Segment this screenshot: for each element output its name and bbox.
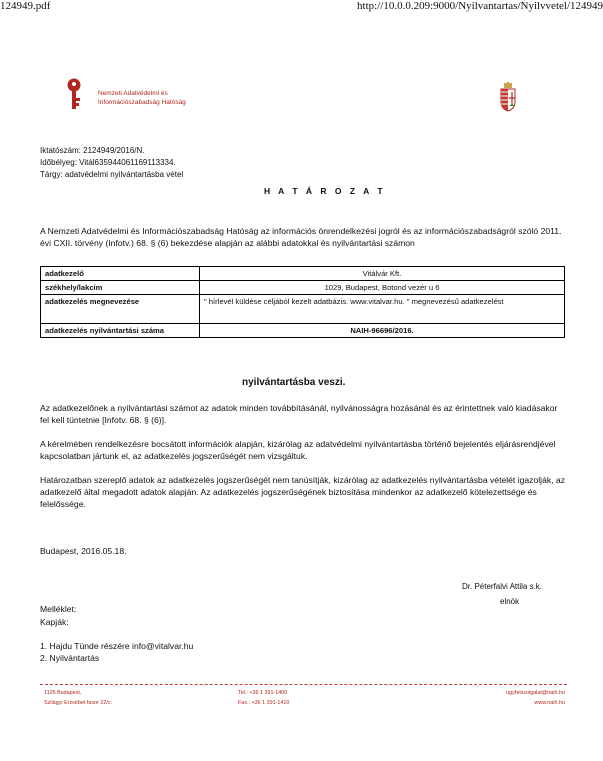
- idobelyeg: Időbélyeg: Vitál635944061169113334.: [40, 158, 176, 167]
- intro-paragraph: A Nemzeti Adatvédelmi és Információszabadság Hatóság az információs önrendelkezési jogról és az információszabadságról szóló 2011. évi CXII. törvény (Infotv.) 68. § (6) bekezdése alapján az alábbi adatokkal és nyilvántartási számon: [40, 226, 562, 248]
- table-row: [41, 324, 565, 338]
- signatory-name: Dr. Péterfalvi Attila s.k.: [462, 582, 543, 591]
- footer-divider: [40, 684, 567, 685]
- targy: Tárgy: adatvédelmi nyilvántartásba vétel: [40, 170, 184, 179]
- iktatoszam: Iktatószám: 2124949/2016/N.: [40, 146, 145, 155]
- page-url: http://10.0.0.209:9000/Nyilvantartas/Nyilvvetel/124949: [357, 0, 603, 12]
- recipient-item: 2. Nyilvántartás: [40, 653, 100, 663]
- coat-of-arms-icon: [500, 82, 516, 112]
- paragraph-3: Határozatban szereplő adatok az adatkezelés jogszerűségét nem tanúsítják, kizárólag az adatkezelés nyilvántartásba vételét igazolják, az adatkezelő által megadott adatok alapján. Az adatkezelés jogszerűségének biztosítása mindenkor az adatkezelő kötelezettsége és felelőssége.: [40, 475, 565, 509]
- row-value: " hírlevél küldése céljából kezelt adatbázis. www.vitalvar.hu. " megnevezésű adatkezelést: [200, 295, 565, 324]
- footer-web: www.naih.hu: [534, 700, 565, 706]
- registration-table: [40, 266, 565, 338]
- org-name-line1: Nemzeti Adatvédelmi és: [98, 90, 168, 97]
- row-label: adatkezelő: [41, 267, 200, 281]
- key-icon: [66, 78, 82, 110]
- place-date: Budapest, 2016.05.18.: [40, 546, 127, 556]
- table-row: [41, 267, 565, 281]
- row-label: székhely/lakcím: [41, 281, 200, 295]
- signatory-role: elnök: [500, 597, 520, 606]
- document-title: H A T Á R O Z A T: [264, 186, 386, 196]
- footer-fax: Fax.: +36 1 391-1410: [238, 700, 290, 706]
- decision-text: nyilvántartásba veszi.: [242, 377, 346, 388]
- paragraph-1: Az adatkezelőnek a nyilvántartási számot az adatok minden továbbításánál, nyilvánosságra hozásánál és az érintettnek való kiadásakor fel kell tüntetnie [Infotv. 68. § (6)].: [40, 403, 558, 425]
- melleklet-label: Melléklet:: [40, 604, 77, 614]
- recipient-item: 1. Hajdu Tünde részére info@vitalvar.hu: [40, 641, 194, 651]
- footer-address-line2: Szilágyi Erzsébet fasor 22/c.: [44, 700, 113, 706]
- pdf-file-name: 124949.pdf: [0, 0, 51, 12]
- footer-tel: Tel.: +36 1 391-1400: [238, 690, 288, 696]
- footer-address-line1: 1125 Budapest,: [44, 690, 82, 696]
- row-value: Vitálvár Kft.: [200, 267, 565, 281]
- org-name-line2: Információszabadság Hatóság: [98, 99, 186, 106]
- row-value: 1029, Budapest, Botond vezér u 6: [200, 281, 565, 295]
- paragraph-2: A kérelmében rendelkezésre bocsátott információk alapján, kizárólag az adatvédelmi nyilvántartásba történő bejelentés eljárásrendjével kapcsolatban jártunk el, az adatkezelés jogszerűségét nem vizsgáltuk.: [40, 439, 556, 461]
- footer-email: ugyfelszolgalat@naih.hu: [506, 690, 565, 696]
- row-value: NAIH-96696/2016.: [200, 324, 565, 338]
- table-row: [41, 295, 565, 324]
- row-label: adatkezelés megnevezése: [41, 295, 200, 324]
- row-label: adatkezelés nyilvántartási száma: [41, 324, 200, 338]
- kapjak-label: Kapják:: [40, 617, 69, 627]
- table-row: [41, 281, 565, 295]
